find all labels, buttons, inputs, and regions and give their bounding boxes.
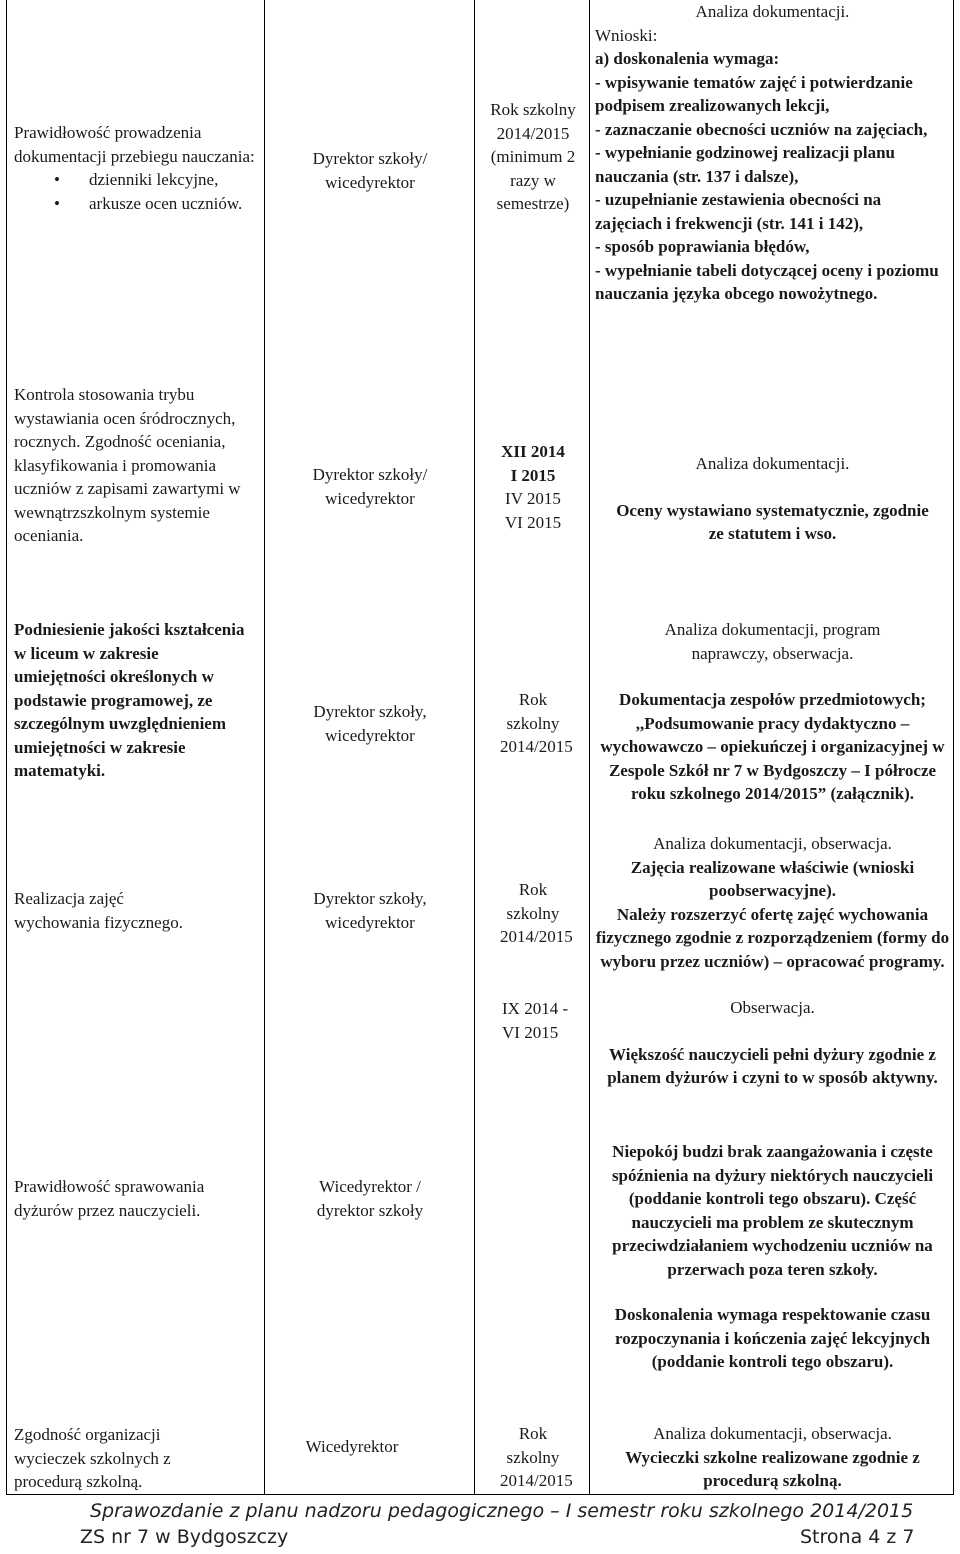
footer-school: ZS nr 7 w Bydgoszczy xyxy=(80,1526,289,1548)
row2-subject: Kontrola stosowania trybu wystawiania ocen śródrocznych, rocznych. Zgodność oceniania, klasyfikowania i promowania uczniów z zapisami zawartymi w wewnątrzszkolnym systemie oceniania. xyxy=(14,385,241,545)
row3-result-conclusion: Dokumentacja zespołów przedmiotowych; ,,Podsumowanie pracy dydaktyczno – wychowawczo – opiekuńczej i organizacyjnej w Zespole Szkół nr 7 w Bydgoszczy – I półrocze roku szkolnego 2014/2015” (załącznik). xyxy=(600,690,945,803)
table-border-bottom xyxy=(6,1494,953,1495)
result-line: - zaznaczanie obecności uczniów na zajęciach, xyxy=(595,119,928,139)
table-divider xyxy=(589,0,590,1495)
term-line: I 2015 xyxy=(510,465,556,485)
row7-subject: Zgodność organizacji wycieczek szkolnych z procedurą szkolną. xyxy=(14,1425,171,1491)
row1-subject-title: Prawidłowość prowadzenia dokumentacji przebiegu nauczania: xyxy=(14,123,255,166)
term-line: VI 2015 xyxy=(504,512,562,532)
row7-result xyxy=(595,1422,950,1493)
result-line: - wypełnianie tabeli dotyczącej oceny i poziomu nauczania języka obcego nowożytnego. xyxy=(595,260,939,303)
row1-result xyxy=(595,0,950,306)
row3-subject: Podniesienie jakości kształcenia w liceum w zakresie umiejętności określonych w podstawie programowej, ze szczególnym uwzględnieniem umiejętności w zakresie matematyki. xyxy=(14,620,245,780)
result-line: a) doskonalenia wymaga: xyxy=(595,49,780,68)
row4-result-recommendation: Należy rozszerzyć ofertę zajęć wychowania fizycznego zgodnie z rozporządzeniem (formy do wyboru przez uczniów) – opracować programy. xyxy=(595,904,950,971)
result-line: - wypełnianie godzinowej realizacji planu nauczania (str. 137 i dalsze), xyxy=(595,143,896,186)
row7-term: Rok szkolny 2014/2015 xyxy=(500,1424,573,1490)
term-line: IV 2015 xyxy=(505,489,561,508)
row3-result-method: Analiza dokumentacji, program naprawczy, obserwacja. xyxy=(664,620,881,663)
list-item: • arkusze ocen uczniów. xyxy=(14,192,259,216)
row7-responsible: Wicedyrektor xyxy=(305,1437,399,1456)
row4-result xyxy=(595,832,950,973)
result-line: - sposób poprawiania błędów, xyxy=(595,237,810,256)
row4-responsible: Dyrektor szkoły, wicedyrektor xyxy=(313,889,427,932)
table-divider xyxy=(474,0,475,1495)
row6-subject: Prawidłowość sprawowania dyżurów przez nauczycieli. xyxy=(14,1177,205,1220)
row3-responsible: Dyrektor szkoły, wicedyrektor xyxy=(313,702,427,745)
row4-result-method: Analiza dokumentacji, obserwacja. xyxy=(653,834,892,853)
footer-title: Sprawozdanie z planu nadzoru pedagogicznego – I semestr roku szkolnego 2014/2015 xyxy=(90,1500,914,1522)
row1-responsible: Dyrektor szkoły/ wicedyrektor xyxy=(312,149,428,192)
row2-result-conclusion: Oceny wystawiano systematycznie, zgodnie ze statutem i wso. xyxy=(616,500,929,543)
row4-term: Rok szkolny 2014/2015 xyxy=(500,880,573,946)
term-line: XII 2014 xyxy=(501,442,565,461)
row1-subject-list xyxy=(14,168,259,215)
row2-responsible: Dyrektor szkoły/ wicedyrektor xyxy=(312,465,428,508)
row5-term: IX 2014 - VI 2015 xyxy=(502,999,569,1042)
table-divider xyxy=(264,0,265,1495)
row6-responsible: Wicedyrektor / dyrektor szkoły xyxy=(316,1177,424,1220)
row1-subject xyxy=(14,121,259,215)
result-line: Wnioski: xyxy=(595,25,658,45)
row6-result xyxy=(595,1140,950,1374)
row1-term: Rok szkolny 2014/2015 (minimum 2 razy w semestrze) xyxy=(490,100,576,213)
result-line: - uzupełnianie zestawienia obecności na zajęciach i frekwencji (str. 141 i 142), xyxy=(595,190,882,233)
row2-term xyxy=(478,440,588,534)
row1-result-body xyxy=(595,24,950,306)
row2-result xyxy=(595,452,950,546)
row1-result-head: Analiza dokumentacji. xyxy=(695,2,850,21)
result-line: - wpisywanie tematów zajęć i potwierdzanie podpisem zrealizowanych lekcji, xyxy=(595,72,913,115)
row3-term: Rok szkolny 2014/2015 xyxy=(500,690,573,756)
row4-result-conclusion: Zajęcia realizowane właściwie (wnioski poobserwacyjne). xyxy=(630,857,915,900)
row4-subject: Realizacja zajęć wychowania fizycznego. xyxy=(14,889,183,932)
footer-page-number: Strona 4 z 7 xyxy=(800,1526,915,1548)
row6-result-recommendation: Doskonalenia wymaga respektowanie czasu rozpoczynania i kończenia zajęć lekcyjnych (poddanie kontroli tego obszaru). xyxy=(614,1305,931,1371)
row5-result-conclusion: Większość nauczycieli pełni dyżury zgodnie z planem dyżurów i czyni to w sposób aktywny. xyxy=(607,1044,938,1087)
row5-result xyxy=(595,996,950,1090)
list-item: • dzienniki lekcyjne, xyxy=(14,168,259,192)
row6-result-concern: Niepokój budzi brak zaangażowania i częste spóźnienia na dyżury niektórych nauczycieli (poddanie kontroli tego obszaru). Część nauczycieli ma problem ze skutecznym przeciwdziałaniem wychodzeniu uczniów na przerwach poza teren szkoły. xyxy=(611,1142,934,1279)
row5-result-method: Obserwacja. xyxy=(730,998,815,1017)
row7-result-method: Analiza dokumentacji, obserwacja. xyxy=(653,1424,892,1443)
row2-result-method: Analiza dokumentacji. xyxy=(695,454,850,473)
table-border-left xyxy=(6,0,7,1495)
row3-result xyxy=(595,618,950,806)
row7-result-conclusion: Wycieczki szkolne realizowane zgodnie z procedurą szkolną. xyxy=(625,1447,920,1490)
table-border-right xyxy=(953,0,954,1495)
